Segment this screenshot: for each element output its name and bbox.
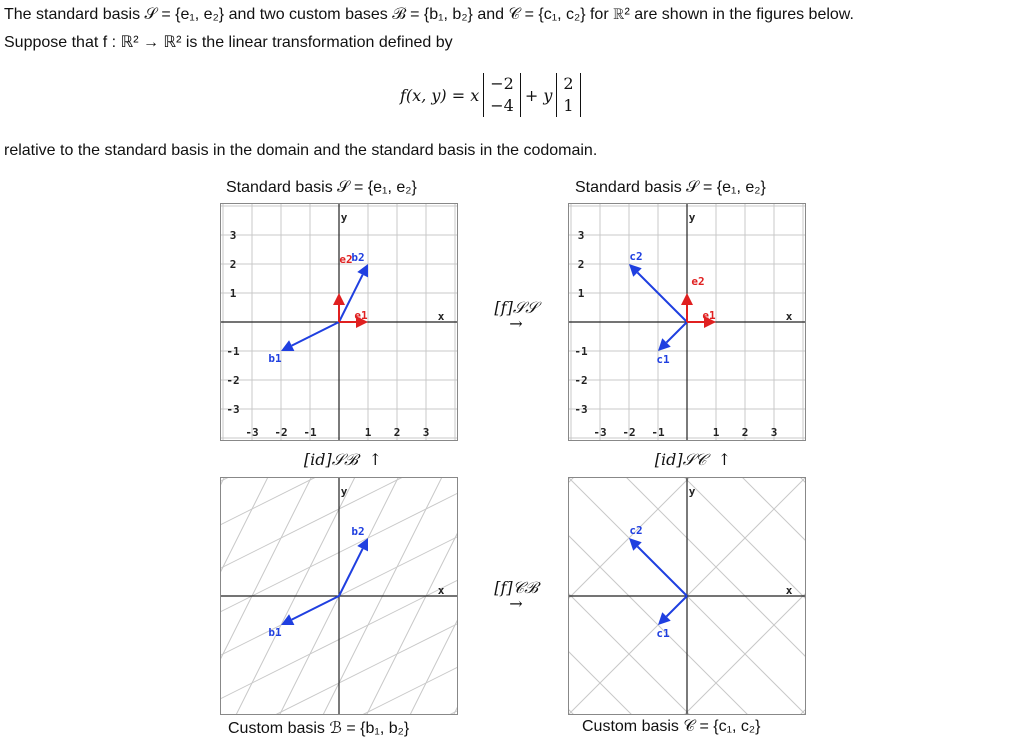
panel-basis-c — [568, 477, 806, 715]
y-axis-label: y — [688, 211, 696, 224]
y-tick-label: -1 — [226, 345, 240, 358]
map-id-sb-arrow: ↑ — [368, 450, 383, 469]
caption-top-right: Standard basis 𝒮 = {e₁, e₂} — [575, 179, 766, 196]
x-tick-label: -3 — [593, 426, 607, 439]
formula — [400, 66, 581, 124]
vector-label-c1: c1 — [656, 353, 670, 366]
column-vector-1 — [483, 73, 521, 117]
x-tick-label: -1 — [651, 426, 665, 439]
map-id-sc-arrow: ↑ — [717, 450, 732, 469]
y-tick-label: -1 — [574, 345, 588, 358]
vector-b1 — [292, 596, 339, 620]
map-id-sc — [648, 450, 738, 470]
vector-label-c1: c1 — [656, 627, 670, 640]
map-f-ss — [486, 298, 546, 333]
y-tick-label: -3 — [574, 403, 588, 416]
col2-bottom: 1 — [563, 96, 574, 115]
y-tick-label: 1 — [577, 287, 585, 300]
panel-basis-b — [220, 477, 458, 715]
x-tick-label: 3 — [422, 426, 430, 439]
vector-b1 — [292, 322, 339, 346]
x-tick-label: 1 — [364, 426, 372, 439]
vector-e2-head — [681, 293, 693, 305]
formula-lhs: f(x, y) = x — [400, 85, 480, 105]
x-tick-label: 1 — [712, 426, 720, 439]
y-tick-label: 2 — [577, 258, 585, 271]
vector-label-e2: e2 — [691, 275, 705, 288]
y-tick-label: 2 — [229, 258, 237, 271]
y-axis-label: y — [340, 211, 348, 224]
x-tick-label: -3 — [245, 426, 259, 439]
y-tick-label: -2 — [574, 374, 588, 387]
formula-plus: + y — [524, 85, 553, 105]
vector-b2 — [339, 549, 363, 596]
vector-label-b1: b1 — [268, 626, 282, 639]
caption-bottom-right: Custom basis 𝒞 = {c₁, c₂} — [582, 718, 761, 735]
y-tick-label: 1 — [229, 287, 237, 300]
x-axis-label: x — [785, 584, 793, 597]
vector-label-e2: e2 — [339, 253, 353, 266]
y-axis-label: y — [340, 485, 348, 498]
y-tick-label: -2 — [226, 374, 240, 387]
map-f-ss-arrow: → — [509, 314, 523, 333]
vector-label-b1: b1 — [268, 352, 282, 365]
y-axis-label: y — [688, 485, 696, 498]
caption-top-left: Standard basis 𝒮 = {e₁, e₂} — [226, 179, 417, 196]
map-id-sc-label: [id]𝒮𝒞 — [654, 450, 707, 469]
map-f-cb-arrow: → — [509, 594, 523, 613]
vector-e2-head — [333, 293, 345, 305]
caption-bottom-left: Custom basis ℬ = {b₁, b₂} — [228, 720, 410, 737]
y-tick-label: -3 — [226, 403, 240, 416]
vector-label-e1: e1 — [354, 309, 368, 322]
y-tick-label: 3 — [577, 229, 585, 242]
intro-line-3: relative to the standard basis in the domain and the standard basis in the codomain. — [4, 142, 598, 159]
map-f-cb — [486, 578, 546, 613]
panel-standard-codomain — [568, 203, 806, 441]
panel-standard-domain — [220, 203, 458, 441]
map-id-sb-label: [id]𝒮ℬ — [303, 450, 358, 469]
map-id-sb — [298, 450, 388, 470]
y-tick-label: 3 — [229, 229, 237, 242]
vector-c1 — [666, 596, 687, 617]
x-tick-label: -2 — [622, 426, 636, 439]
intro-line-2: Suppose that f : ℝ² → ℝ² is the linear transformation defined by — [4, 34, 453, 51]
x-axis-label: x — [785, 310, 793, 323]
vector-label-b2: b2 — [351, 525, 365, 538]
vector-label-c2: c2 — [629, 250, 643, 263]
map-f-cb-label: [f]𝒞ℬ — [494, 578, 538, 597]
col1-top: −2 — [490, 74, 514, 93]
column-vector-2 — [556, 73, 580, 117]
col2-top: 2 — [563, 74, 574, 93]
x-tick-label: -2 — [274, 426, 288, 439]
x-tick-label: 3 — [770, 426, 778, 439]
vector-c2 — [637, 272, 687, 322]
x-tick-label: 2 — [393, 426, 401, 439]
x-tick-label: -1 — [303, 426, 317, 439]
map-f-ss-label: [f]𝒮𝒮 — [494, 298, 538, 317]
vector-label-c2: c2 — [629, 524, 643, 537]
intro-line-1: The standard basis 𝒮 = {e₁, e₂} and two custom bases ℬ = {b₁, b₂} and 𝒞 = {c₁, c₂} for ℝ² are shown in the figures below. — [4, 6, 854, 23]
vector-label-e1: e1 — [702, 309, 716, 322]
vector-c1 — [666, 322, 687, 343]
vector-c2 — [637, 546, 687, 596]
col1-bottom: −4 — [490, 96, 514, 115]
x-axis-label: x — [437, 584, 445, 597]
vector-label-b2: b2 — [351, 251, 365, 264]
x-axis-label: x — [437, 310, 445, 323]
x-tick-label: 2 — [741, 426, 749, 439]
